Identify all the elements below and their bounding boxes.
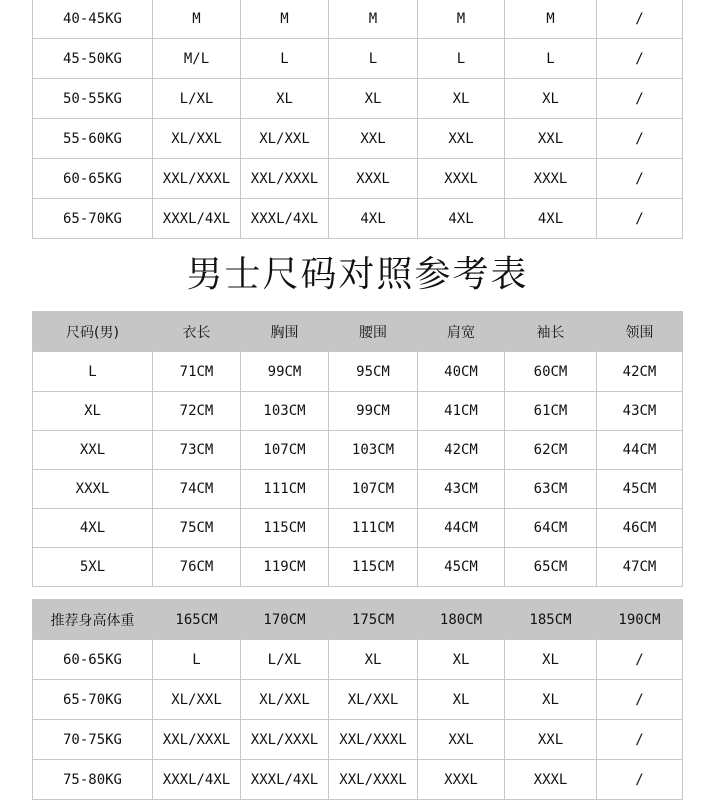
table-cell: XXXL — [329, 159, 418, 199]
table-cell: / — [597, 159, 683, 199]
table-cell: 60CM — [505, 352, 597, 392]
table-row — [33, 0, 683, 39]
table-cell: XL — [505, 79, 597, 119]
header-cell-height-170: 170CM — [241, 600, 329, 640]
table-cell: 42CM — [418, 431, 505, 470]
header-cell-height-175: 175CM — [329, 600, 418, 640]
table-cell: L — [33, 352, 153, 392]
table-cell: XXL/XXXL — [153, 159, 241, 199]
table-cell: XXXL — [33, 470, 153, 509]
table-cell: 115CM — [241, 509, 329, 548]
men-size-table — [32, 311, 683, 587]
table-cell: 4XL — [329, 199, 418, 239]
header-cell-height-180: 180CM — [418, 600, 505, 640]
table-cell: 99CM — [329, 392, 418, 431]
table-cell: / — [597, 119, 683, 159]
table-cell: L — [505, 39, 597, 79]
table-cell: 55-60KG — [33, 119, 153, 159]
table-cell: 115CM — [329, 548, 418, 587]
table-cell: XXL — [418, 720, 505, 760]
recommend-table-continued — [32, 0, 683, 239]
table-cell: XXL/XXXL — [329, 720, 418, 760]
table-row — [33, 470, 683, 509]
table-cell: 111CM — [241, 470, 329, 509]
table-cell: / — [597, 760, 683, 800]
table-cell: XL — [329, 79, 418, 119]
table-cell: XXL/XXXL — [153, 720, 241, 760]
table-cell: / — [597, 39, 683, 79]
page-title: 男士尺码对照参考表 — [186, 254, 529, 295]
table-cell: 103CM — [329, 431, 418, 470]
table-cell: XL/XXL — [241, 119, 329, 159]
table-cell: XL — [505, 640, 597, 680]
table-cell: XXL — [329, 119, 418, 159]
header-cell-shoulder: 肩宽 — [418, 312, 505, 352]
header-cell-recommend: 推荐身高体重 — [33, 600, 153, 640]
table-cell: 119CM — [241, 548, 329, 587]
table-cell: 41CM — [418, 392, 505, 431]
header-cell-length: 衣长 — [153, 312, 241, 352]
table-cell: 107CM — [329, 470, 418, 509]
recommend-table — [32, 599, 683, 800]
table-cell: M — [329, 0, 418, 39]
header-cell-height-165: 165CM — [153, 600, 241, 640]
table-row — [33, 680, 683, 720]
men-size-table-body — [33, 352, 683, 587]
table-cell: 60-65KG — [33, 159, 153, 199]
table-cell: XXL/XXXL — [241, 159, 329, 199]
header-cell-chest: 胸围 — [241, 312, 329, 352]
top-table-body — [33, 0, 683, 239]
table-row — [33, 199, 683, 239]
table-cell: 63CM — [505, 470, 597, 509]
table-cell: XXXL/4XL — [153, 199, 241, 239]
table-cell: XXXL/4XL — [241, 199, 329, 239]
table-cell: 4XL — [33, 509, 153, 548]
table-header-row — [33, 312, 683, 352]
table-cell: 42CM — [597, 352, 683, 392]
header-cell-height-190: 190CM — [597, 600, 683, 640]
header-cell-sleeve: 袖长 — [505, 312, 597, 352]
table-cell: 71CM — [153, 352, 241, 392]
table-cell: XL — [418, 680, 505, 720]
table-cell: M — [241, 0, 329, 39]
table-cell: 65-70KG — [33, 680, 153, 720]
table-cell: / — [597, 680, 683, 720]
table-cell: 50-55KG — [33, 79, 153, 119]
table-cell: M — [505, 0, 597, 39]
table-cell: 40CM — [418, 352, 505, 392]
table-cell: XXL — [418, 119, 505, 159]
table-cell: M — [153, 0, 241, 39]
table-cell: XXXL — [418, 159, 505, 199]
table-cell: XXL/XXXL — [329, 760, 418, 800]
table-cell: L — [418, 39, 505, 79]
table-cell: 65-70KG — [33, 199, 153, 239]
table-cell: 107CM — [241, 431, 329, 470]
header-cell-waist: 腰围 — [329, 312, 418, 352]
table-row — [33, 79, 683, 119]
table-cell: XL — [418, 640, 505, 680]
table-cell: 75CM — [153, 509, 241, 548]
table-cell: / — [597, 720, 683, 760]
table-cell: XXL — [505, 720, 597, 760]
table-header-row — [33, 600, 683, 640]
table-cell: 72CM — [153, 392, 241, 431]
table-cell: 47CM — [597, 548, 683, 587]
table-cell: L/XL — [153, 79, 241, 119]
table-cell: 76CM — [153, 548, 241, 587]
table-cell: 95CM — [329, 352, 418, 392]
table-cell: 60-65KG — [33, 640, 153, 680]
table-cell: 99CM — [241, 352, 329, 392]
table-cell: XL — [418, 79, 505, 119]
table-cell: 62CM — [505, 431, 597, 470]
table-cell: 46CM — [597, 509, 683, 548]
header-cell-height-185: 185CM — [505, 600, 597, 640]
table-cell: XXL/XXXL — [241, 720, 329, 760]
table-cell: 74CM — [153, 470, 241, 509]
header-cell-size: 尺码(男) — [33, 312, 153, 352]
table-cell: 43CM — [418, 470, 505, 509]
table-cell: XL — [241, 79, 329, 119]
table-cell: 45-50KG — [33, 39, 153, 79]
table-cell: 70-75KG — [33, 720, 153, 760]
table-cell: L — [329, 39, 418, 79]
table-cell: XXXL — [505, 159, 597, 199]
table-cell: 45CM — [597, 470, 683, 509]
table-cell: / — [597, 199, 683, 239]
table-row — [33, 548, 683, 587]
table-cell: 61CM — [505, 392, 597, 431]
table-cell: 43CM — [597, 392, 683, 431]
table-cell: 75-80KG — [33, 760, 153, 800]
table-row — [33, 159, 683, 199]
table-cell: 44CM — [597, 431, 683, 470]
table-cell: XXL — [33, 431, 153, 470]
table-cell: / — [597, 0, 683, 39]
table-row — [33, 392, 683, 431]
table-cell: 4XL — [505, 199, 597, 239]
table-cell: 65CM — [505, 548, 597, 587]
table-row — [33, 760, 683, 800]
recommend-table-body — [33, 640, 683, 800]
table-cell: M — [418, 0, 505, 39]
table-cell: / — [597, 640, 683, 680]
table-cell: 64CM — [505, 509, 597, 548]
table-cell: 73CM — [153, 431, 241, 470]
table-cell: XL/XXL — [329, 680, 418, 720]
table-cell: XXXL — [505, 760, 597, 800]
table-row — [33, 509, 683, 548]
table-cell: XL — [329, 640, 418, 680]
table-cell: 44CM — [418, 509, 505, 548]
table-row — [33, 640, 683, 680]
table-cell: 4XL — [418, 199, 505, 239]
header-cell-collar: 领围 — [597, 312, 683, 352]
table-cell: XXXL — [418, 760, 505, 800]
table-cell: XL — [505, 680, 597, 720]
table-cell: 111CM — [329, 509, 418, 548]
table-row — [33, 119, 683, 159]
table-cell: 103CM — [241, 392, 329, 431]
table-cell: L/XL — [241, 640, 329, 680]
table-row — [33, 352, 683, 392]
table-cell: 40-45KG — [33, 0, 153, 39]
table-cell: L — [241, 39, 329, 79]
table-cell: L — [153, 640, 241, 680]
table-cell: XL/XXL — [241, 680, 329, 720]
table-cell: 45CM — [418, 548, 505, 587]
table-cell: XL — [33, 392, 153, 431]
table-row — [33, 431, 683, 470]
table-cell: XL/XXL — [153, 119, 241, 159]
table-cell: XXXL/4XL — [153, 760, 241, 800]
table-row — [33, 720, 683, 760]
table-cell: XXXL/4XL — [241, 760, 329, 800]
table-cell: M/L — [153, 39, 241, 79]
table-cell: XXL — [505, 119, 597, 159]
table-row — [33, 39, 683, 79]
table-cell: / — [597, 79, 683, 119]
table-cell: 5XL — [33, 548, 153, 587]
table-cell: XL/XXL — [153, 680, 241, 720]
